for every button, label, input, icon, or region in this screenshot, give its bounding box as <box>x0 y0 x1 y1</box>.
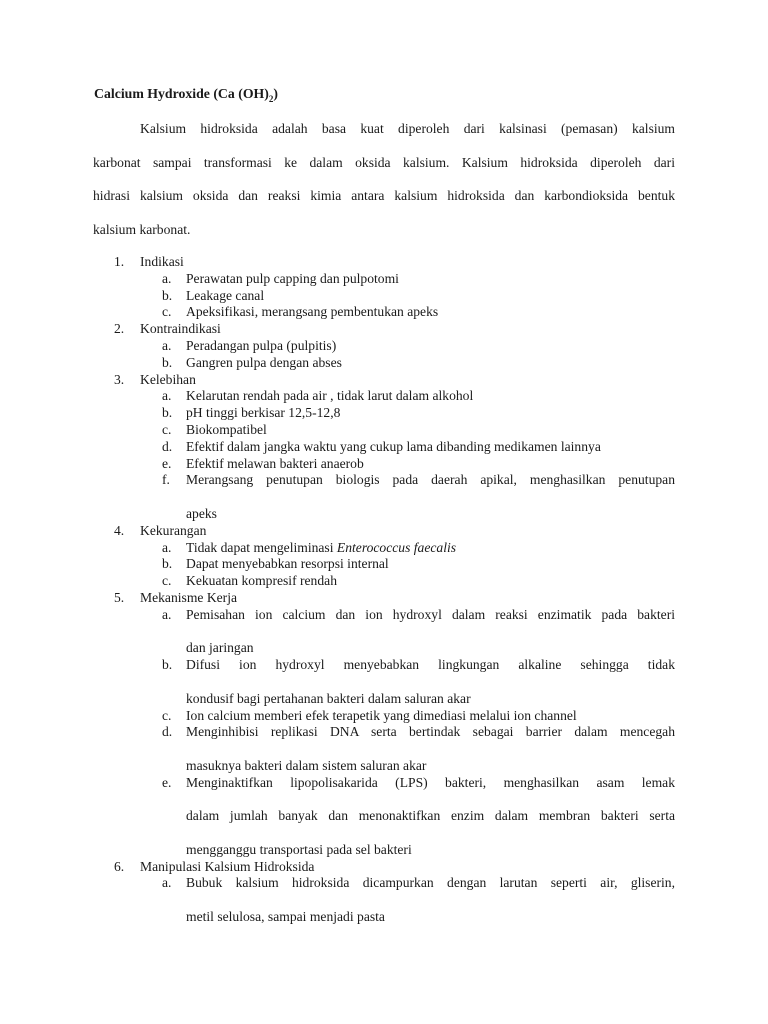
item-letter: b. <box>162 556 173 572</box>
item-text: Gangren pulpa dengan abses <box>186 354 342 370</box>
list-item-continuation <box>0 842 768 859</box>
list-item <box>0 405 768 422</box>
section-heading <box>0 254 768 271</box>
list-item <box>0 288 768 305</box>
section-label: Kekurangan <box>140 522 207 538</box>
item-letter: b. <box>162 287 173 303</box>
item-text: Kelarutan rendah pada air , tidak larut dalam alkohol <box>186 388 474 404</box>
list-item <box>0 607 768 641</box>
item-letter: a. <box>162 388 172 404</box>
item-text: Menginhibisi replikasi DNA serta bertindak sebagai barrier dalam mencegah <box>186 724 675 740</box>
item-text: Pemisahan ion calcium dan ion hydroxyl dalam reaksi enzimatik pada bakteri <box>186 606 675 622</box>
item-text: Kekuatan kompresif rendah <box>186 573 337 589</box>
list-item <box>0 573 768 590</box>
intro-paragraph <box>93 119 675 253</box>
item-italic-text: Enterococcus faecalis <box>336 539 457 555</box>
list-item-continuation <box>0 506 768 523</box>
list-item <box>0 304 768 321</box>
item-letter: e. <box>162 774 172 790</box>
section-label: Manipulasi Kalsium Hidroksida <box>140 858 315 874</box>
item-letter: a. <box>162 337 172 353</box>
item-letter: a. <box>162 875 172 891</box>
list-item <box>0 540 768 557</box>
item-text-continuation: dan jaringan <box>186 640 254 656</box>
item-text: Peradangan pulpa (pulpitis) <box>186 337 337 353</box>
item-text-continuation: masuknya bakteri dalam sistem saluran akar <box>186 757 427 773</box>
item-text: Difusi ion hydroxyl menyebabkan lingkungan alkaline sehingga tidak <box>186 657 675 673</box>
section-label: Kontraindikasi <box>140 321 221 337</box>
item-text: pH tinggi berkisar 12,5-12,8 <box>186 405 341 421</box>
item-letter: b. <box>162 354 173 370</box>
list-item-continuation <box>0 808 768 842</box>
list-item-continuation <box>0 691 768 708</box>
section-number: 2. <box>114 321 125 337</box>
list-item-continuation <box>0 909 768 926</box>
item-text-continuation: kondusif bagi pertahanan bakteri dalam saluran akar <box>186 690 471 706</box>
section-number: 6. <box>114 858 125 874</box>
item-text: Apeksifikasi, merangsang pembentukan apeks <box>186 304 439 320</box>
section-number: 4. <box>114 522 125 538</box>
list-item <box>0 456 768 473</box>
document-title: Calcium Hydroxide (Ca $(OH)_2$) <box>94 86 278 104</box>
list-item <box>0 875 768 909</box>
list-item <box>0 422 768 439</box>
item-letter: a. <box>162 270 172 286</box>
list-item <box>0 657 768 691</box>
list-item <box>0 439 768 456</box>
item-letter: a. <box>162 539 172 555</box>
item-text: Bubuk kalsium hidroksida dicampurkan dengan larutan seperti air, gliserin, <box>186 875 675 891</box>
item-text-continuation: apeks <box>186 505 217 521</box>
item-letter: c. <box>162 573 172 589</box>
item-text-continuation: dalam jumlah banyak dan menonaktifkan enzim dalam membran bakteri serta <box>186 808 675 824</box>
section-heading <box>0 590 768 607</box>
item-text: Menginaktifkan lipopolisakarida (LPS) bakteri, menghasilkan asam lemak <box>186 774 675 790</box>
section-label: Indikasi <box>140 254 184 269</box>
item-text: Perawatan pulp capping dan pulpotomi <box>186 270 399 286</box>
item-text: Tidak dapat mengeliminasi Enterococcus faecalis <box>186 539 457 555</box>
item-letter: d. <box>162 438 173 454</box>
item-letter: e. <box>162 455 172 471</box>
list-item <box>0 708 768 725</box>
item-text: Ion calcium memberi efek terapetik yang dimediasi melalui ion channel <box>186 707 577 723</box>
item-text: Efektif dalam jangka waktu yang cukup lama dibanding medikamen lainnya <box>186 438 601 454</box>
item-text-continuation: metil selulosa, sampai menjadi pasta <box>186 909 385 925</box>
paragraph-line: hidrasi kalsium oksida dan reaksi kimia antara kalsium hidroksida dan karbondioksida bentuk <box>93 188 675 203</box>
section-number: 3. <box>114 371 125 387</box>
list-item <box>0 355 768 372</box>
paragraph-line: kalsium karbonat. <box>93 221 191 237</box>
item-letter: b. <box>162 657 173 673</box>
item-text: Merangsang penutupan biologis pada daerah apikal, menghasilkan penutupan <box>186 472 675 488</box>
item-letter: c. <box>162 707 172 723</box>
list-item <box>0 271 768 288</box>
list-item-continuation <box>0 758 768 775</box>
section-heading <box>0 523 768 540</box>
item-letter: d. <box>162 724 173 740</box>
paragraph-line: karbonat sampai transformasi ke dalam oksida kalsium. Kalsium hidroksida diperoleh dari <box>93 154 675 170</box>
section-label: Kelebihan <box>140 371 196 387</box>
list-item <box>0 556 768 573</box>
item-letter: f. <box>162 472 170 488</box>
numbered-list <box>0 254 768 926</box>
item-text: Efektif melawan bakteri anaerob <box>186 455 364 471</box>
list-item <box>0 724 768 758</box>
section-heading <box>0 372 768 389</box>
list-item-continuation <box>0 640 768 657</box>
section-heading <box>0 859 768 876</box>
list-item <box>0 338 768 355</box>
item-letter: c. <box>162 421 172 437</box>
section-label: Mekanisme Kerja <box>140 589 238 605</box>
paragraph-line: Kalsium hidroksida adalah basa kuat diperoleh dari kalsinasi (pemasan) kalsium <box>140 121 675 136</box>
item-letter: c. <box>162 304 172 320</box>
section-number: 1. <box>114 254 125 269</box>
list-item <box>0 472 768 506</box>
item-letter: a. <box>162 606 172 622</box>
item-text: Biokompatibel <box>186 421 267 437</box>
item-text: Leakage canal <box>186 287 265 303</box>
item-text-continuation: mengganggu transportasi pada sel bakteri <box>186 841 412 857</box>
section-heading <box>0 321 768 338</box>
item-text: Dapat menyebabkan resorpsi internal <box>186 556 389 572</box>
item-letter: b. <box>162 405 173 421</box>
section-number: 5. <box>114 589 125 605</box>
list-item <box>0 388 768 405</box>
list-item <box>0 775 768 809</box>
